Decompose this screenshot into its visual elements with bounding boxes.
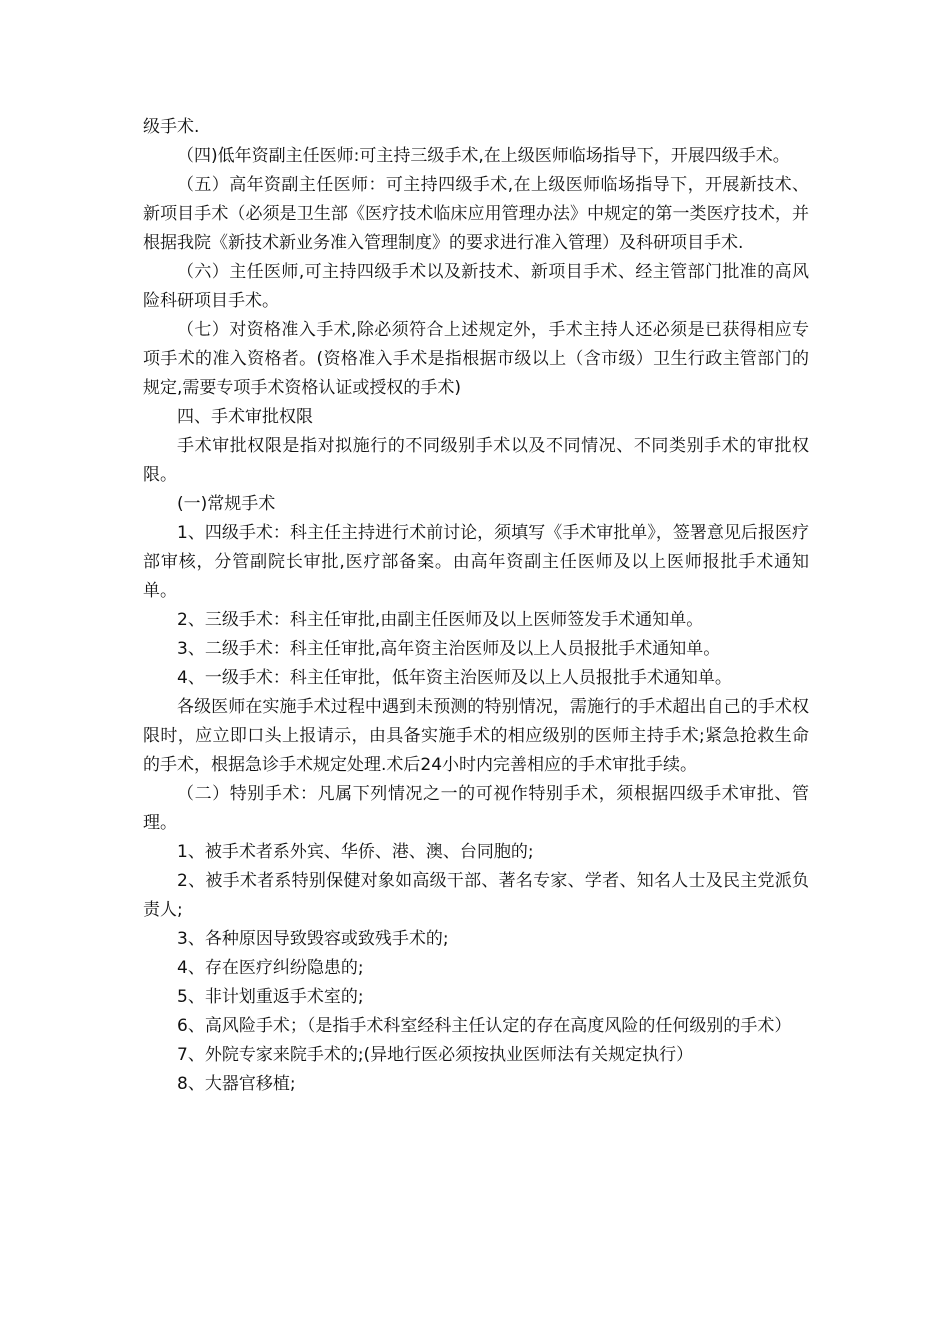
list-item-special-4: 4、存在医疗纠纷隐患的;: [177, 958, 364, 978]
list-item-special-6: 6、高风险手术；（是指手术科室经科主任认定的存在高度风险的任何级别的手术）: [177, 1016, 792, 1036]
list-item-level-3: 2、三级手术：科主任审批,由副主任医师及以上医师签发手术通知单。: [177, 610, 704, 630]
list-item-special-8: 8、大器官移植;: [177, 1074, 296, 1094]
document-body: [143, 113, 809, 1099]
subheading-routine-surgery: (一)常规手术: [177, 494, 276, 514]
list-item-level-4: 1、四级手术：科主任主持进行术前讨论，须填写《手术审批单》，签署意见后报医疗部审核，分管副院长审批,医疗部备案。由高年资副主任医师及以上医师报批手术通知单。: [143, 523, 809, 601]
paragraph-item-7: （七）对资格准入手术,除必须符合上述规定外，手术主持人还必须是已获得相应专项手术的准入资格者。(资格准入手术是指根据市级以上（含市级）卫生行政主管部门的规定,需要专项手术资格认证或授权的手术): [143, 320, 809, 398]
paragraph-item-6: （六）主任医师,可主持四级手术以及新技术、新项目手术、经主管部门批准的高风险科研项目手术。: [143, 262, 809, 311]
paragraph-continuation: 级手术.: [143, 117, 200, 137]
list-item-level-1: 4、一级手术：科主任审批，低年资主治医师及以上人员报批手术通知单。: [177, 668, 732, 688]
paragraph-emergency: 各级医师在实施手术过程中遇到未预测的特别情况，需施行的手术超出自己的手术权限时，应立即口头上报请示，由具备实施手术的相应级别的医师主持手术;紧急抢救生命的手术，根据急诊手术规定处理.术后24小时内完善相应的手术审批手续。: [143, 697, 809, 775]
subheading-special-surgery: （二）特别手术：凡属下列情况之一的可视作特别手术，须根据四级手术审批、管理。: [143, 784, 809, 833]
paragraph-item-5: （五）高年资副主任医师：可主持四级手术,在上级医师临场指导下，开展新技术、新项目手术（必须是卫生部《医疗技术临床应用管理办法》中规定的第一类医疗技术，并根据我院《新技术新业务准入管理制度》的要求进行准入管理）及科研项目手术.: [143, 175, 809, 253]
paragraph-item-4: （四)低年资副主任医师:可主持三级手术,在上级医师临场指导下，开展四级手术。: [177, 146, 790, 166]
section-heading-approval: 四、手术审批权限: [177, 407, 313, 427]
list-item-special-7: 7、外院专家来院手术的;(异地行医必须按执业医师法有关规定执行）: [177, 1045, 694, 1065]
list-item-level-2: 3、二级手术：科主任审批,高年资主治医师及以上人员报批手术通知单。: [177, 639, 721, 659]
paragraph-approval-definition: 手术审批权限是指对拟施行的不同级别手术以及不同情况、不同类别手术的审批权限。: [143, 436, 809, 485]
list-item-special-3: 3、各种原因导致毁容或致残手术的;: [177, 929, 449, 949]
list-item-special-2: 2、被手术者系特别保健对象如高级干部、著名专家、学者、知名人士及民主党派负责人;: [143, 871, 809, 920]
list-item-special-1: 1、被手术者系外宾、华侨、港、澳、台同胞的;: [177, 842, 534, 862]
list-item-special-5: 5、非计划重返手术室的;: [177, 987, 364, 1007]
